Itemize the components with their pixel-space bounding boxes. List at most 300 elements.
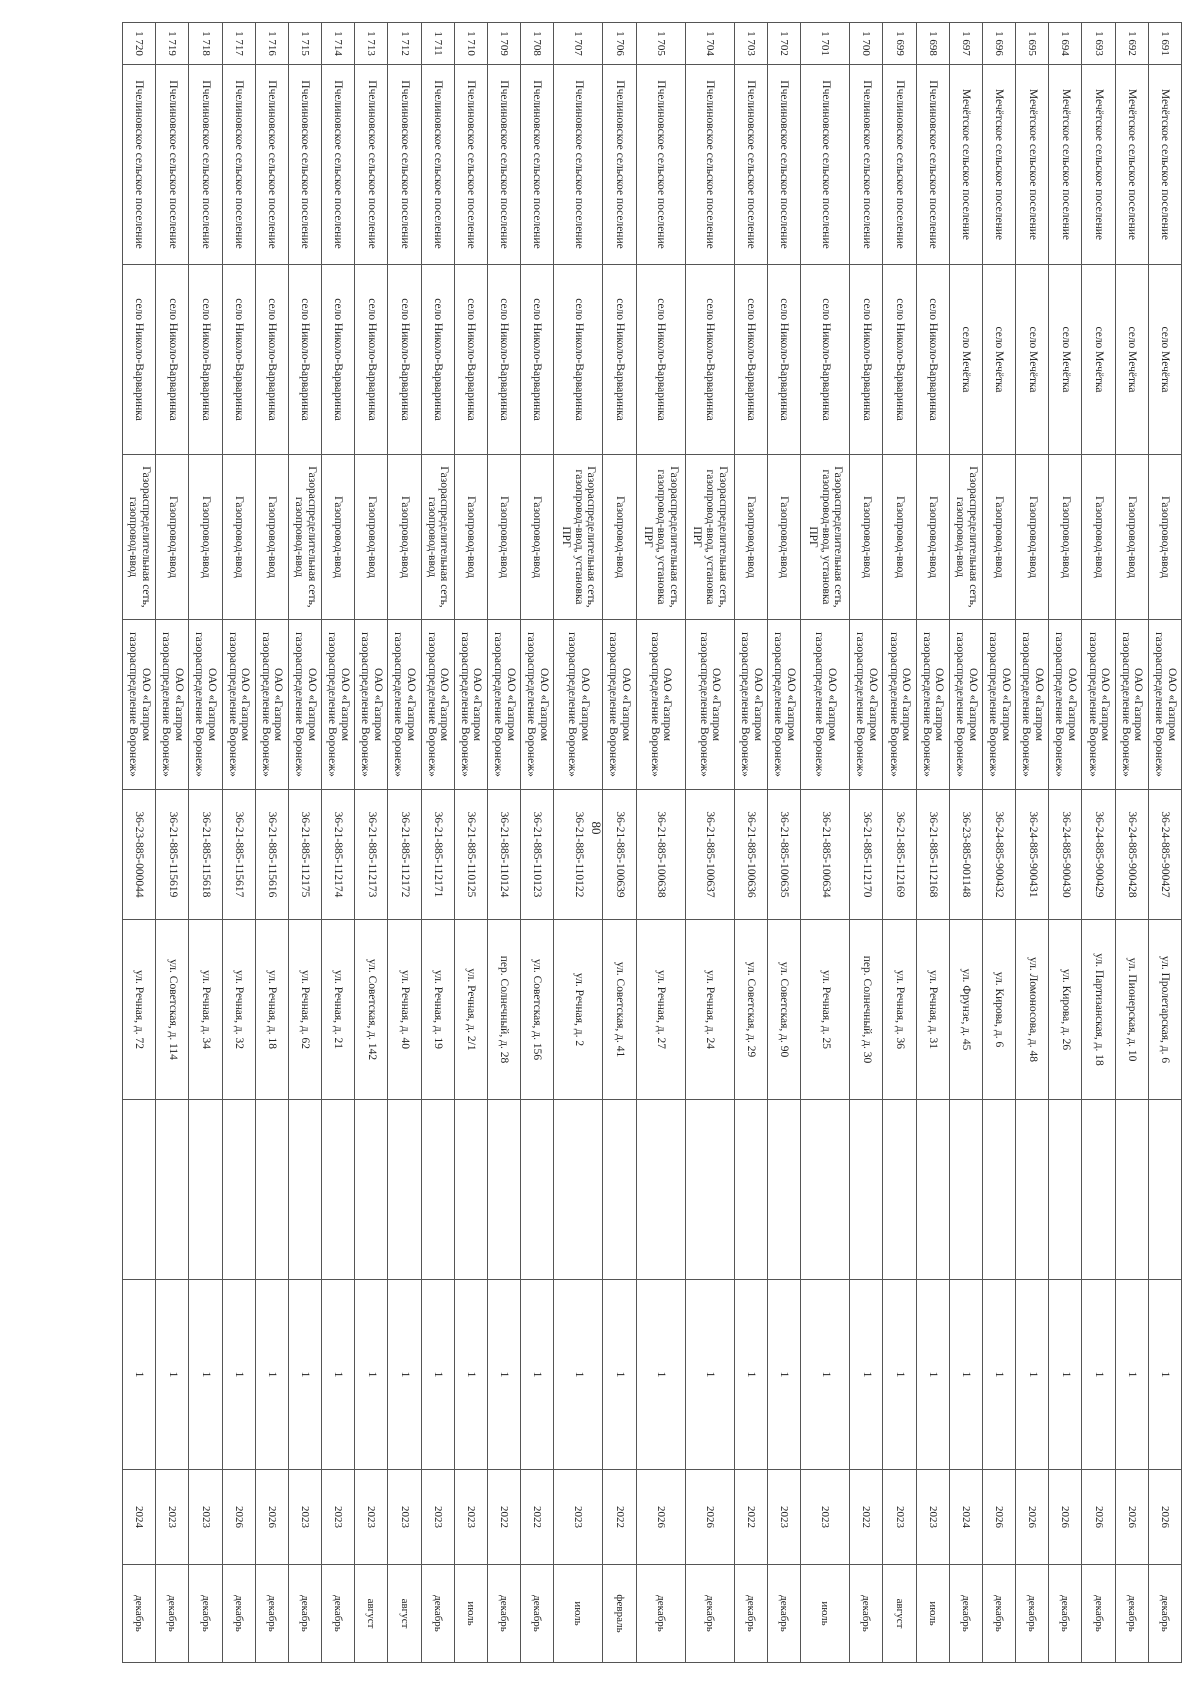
quantity-cell: 1: [850, 1280, 883, 1470]
object-type-cell: Газопровод-ввод: [156, 455, 189, 620]
address-cell: ул. Партизанская, д. 18: [1082, 920, 1115, 1100]
object-type-cell: Газопровод-ввод: [189, 455, 222, 620]
locality-cell: село Николо-Варваринка: [222, 265, 255, 455]
quantity-cell: 1: [1082, 1280, 1115, 1470]
row-number-cell: 1 706: [603, 23, 636, 65]
object-code-cell: 36-21-885-112175: [288, 790, 321, 920]
locality-cell: село Николо-Варваринка: [916, 265, 949, 455]
month-cell: декабрь: [421, 1565, 454, 1663]
object-code-cell: 36-21-885-115617: [222, 790, 255, 920]
month-cell: декабрь: [1082, 1565, 1115, 1663]
month-cell: декабрь: [636, 1565, 685, 1663]
row-number-cell: 1 702: [767, 23, 800, 65]
quantity-cell: 1: [767, 1280, 800, 1470]
settlement-cell: Пчелиновское сельское поселение: [521, 65, 554, 265]
year-cell: 2023: [388, 1470, 421, 1565]
month-cell: декабрь: [123, 1565, 156, 1663]
quantity-cell: 1: [916, 1280, 949, 1470]
address-cell: ул. Ломоносова, д. 48: [1016, 920, 1049, 1100]
empty-cell: [255, 1100, 288, 1280]
table-row: [1115, 23, 1148, 1663]
owner-cell: ОАО «Газпром газораспределение Воронеж»: [982, 620, 1015, 790]
month-cell: декабрь: [255, 1565, 288, 1663]
table-row: [734, 23, 767, 1663]
address-cell: ул. Пролетарская, д. 6: [1148, 920, 1181, 1100]
address-cell: ул. Фрунзе, д. 45: [949, 920, 982, 1100]
quantity-cell: 1: [982, 1280, 1015, 1470]
settlement-cell: Пчелиновское сельское поселение: [156, 65, 189, 265]
empty-cell: [916, 1100, 949, 1280]
month-cell: декабрь: [288, 1565, 321, 1663]
settlement-cell: Пчелиновское сельское поселение: [189, 65, 222, 265]
object-code-cell: 36-21-885-112173: [355, 790, 388, 920]
empty-cell: [1082, 1100, 1115, 1280]
settlement-cell: Пчелиновское сельское поселение: [288, 65, 321, 265]
settlement-cell: Пчелиновское сельское поселение: [685, 65, 734, 265]
owner-cell: ОАО «Газпром газораспределение Воронеж»: [603, 620, 636, 790]
address-cell: ул. Речная, д. 34: [189, 920, 222, 1100]
owner-cell: ОАО «Газпром газораспределение Воронеж»: [850, 620, 883, 790]
object-type-cell: Газораспределительная сеть, газопровод-ввод: [288, 455, 321, 620]
locality-cell: село Николо-Варваринка: [288, 265, 321, 455]
owner-cell: ОАО «Газпром газораспределение Воронеж»: [487, 620, 520, 790]
object-code-cell: 36-21-885-112171: [421, 790, 454, 920]
month-cell: июль: [916, 1565, 949, 1663]
month-cell: декабрь: [487, 1565, 520, 1663]
object-code-cell: 36-23-885-000044: [123, 790, 156, 920]
settlement-cell: Пчелиновское сельское поселение: [850, 65, 883, 265]
object-type-cell: Газораспределительная сеть, газопровод-ввод: [949, 455, 982, 620]
year-cell: 2026: [1148, 1470, 1181, 1565]
month-cell: декабрь: [1148, 1565, 1181, 1663]
table-row: [123, 23, 156, 1663]
month-cell: июль: [801, 1565, 850, 1663]
quantity-cell: 1: [288, 1280, 321, 1470]
table-row: [949, 23, 982, 1663]
empty-cell: [123, 1100, 156, 1280]
empty-cell: [801, 1100, 850, 1280]
empty-cell: [734, 1100, 767, 1280]
row-number-cell: 1 703: [734, 23, 767, 65]
locality-cell: село Николо-Варваринка: [603, 265, 636, 455]
quantity-cell: 1: [1016, 1280, 1049, 1470]
year-cell: 2024: [123, 1470, 156, 1565]
row-number-cell: 1 699: [883, 23, 916, 65]
locality-cell: село Мечётка: [982, 265, 1015, 455]
table-row: [421, 23, 454, 1663]
year-cell: 2022: [521, 1470, 554, 1565]
row-number-cell: 1 716: [255, 23, 288, 65]
address-cell: ул. Советская, д. 156: [521, 920, 554, 1100]
year-cell: 2026: [222, 1470, 255, 1565]
empty-cell: [636, 1100, 685, 1280]
table-row: [322, 23, 355, 1663]
object-code-cell: 36-21-885-110125: [454, 790, 487, 920]
object-code-cell: 36-21-885-112170: [850, 790, 883, 920]
empty-cell: [521, 1100, 554, 1280]
object-code-cell: 36-21-885-112174: [322, 790, 355, 920]
table-row: [603, 23, 636, 1663]
row-number-cell: 1 719: [156, 23, 189, 65]
object-code-cell: 36-21-885-110123: [521, 790, 554, 920]
row-number-cell: 1 715: [288, 23, 321, 65]
year-cell: 2026: [255, 1470, 288, 1565]
address-cell: ул. Речная, д. 72: [123, 920, 156, 1100]
table-row: [916, 23, 949, 1663]
empty-cell: [487, 1100, 520, 1280]
settlement-cell: Пчелиновское сельское поселение: [734, 65, 767, 265]
empty-cell: [685, 1100, 734, 1280]
locality-cell: село Николо-Варваринка: [554, 265, 603, 455]
object-type-cell: Газопровод-ввод: [521, 455, 554, 620]
address-cell: ул. Пионерская, д. 10: [1115, 920, 1148, 1100]
owner-cell: ОАО «Газпром газораспределение Воронеж»: [767, 620, 800, 790]
empty-cell: [850, 1100, 883, 1280]
owner-cell: ОАО «Газпром газораспределение Воронеж»: [734, 620, 767, 790]
month-cell: декабрь: [685, 1565, 734, 1663]
empty-cell: [949, 1100, 982, 1280]
quantity-cell: 1: [355, 1280, 388, 1470]
row-number-cell: 1 692: [1115, 23, 1148, 65]
quantity-cell: 1: [487, 1280, 520, 1470]
object-type-cell: Газопровод-ввод: [982, 455, 1015, 620]
object-type-cell: Газораспределительная сеть, газопровод-ввод, установка ПРГ: [685, 455, 734, 620]
table-row: [521, 23, 554, 1663]
object-type-cell: Газопровод-ввод: [767, 455, 800, 620]
year-cell: 2026: [636, 1470, 685, 1565]
object-type-cell: Газораспределительная сеть, газопровод-ввод: [421, 455, 454, 620]
locality-cell: село Николо-Варваринка: [421, 265, 454, 455]
quantity-cell: 1: [1115, 1280, 1148, 1470]
row-number-cell: 1 691: [1148, 23, 1181, 65]
quantity-cell: 1: [801, 1280, 850, 1470]
settlement-cell: Пчелиновское сельское поселение: [767, 65, 800, 265]
year-cell: 2023: [288, 1470, 321, 1565]
year-cell: 2023: [554, 1470, 603, 1565]
year-cell: 2023: [355, 1470, 388, 1565]
locality-cell: село Николо-Варваринка: [850, 265, 883, 455]
object-type-cell: Газораспределительная сеть, газопровод-ввод: [123, 455, 156, 620]
locality-cell: село Николо-Варваринка: [388, 265, 421, 455]
empty-cell: [322, 1100, 355, 1280]
owner-cell: ОАО «Газпром газораспределение Воронеж»: [454, 620, 487, 790]
month-cell: декабрь: [156, 1565, 189, 1663]
year-cell: 2026: [1049, 1470, 1082, 1565]
object-type-cell: Газопровод-ввод: [454, 455, 487, 620]
object-type-cell: Газопровод-ввод: [916, 455, 949, 620]
row-number-cell: 1 714: [322, 23, 355, 65]
object-code-cell: 36-24-885-900429: [1082, 790, 1115, 920]
owner-cell: ОАО «Газпром газораспределение Воронеж»: [421, 620, 454, 790]
empty-cell: [1016, 1100, 1049, 1280]
quantity-cell: 1: [554, 1280, 603, 1470]
table-row: [156, 23, 189, 1663]
settlement-cell: Пчелиновское сельское поселение: [322, 65, 355, 265]
locality-cell: село Николо-Варваринка: [521, 265, 554, 455]
object-type-cell: Газопровод-ввод: [734, 455, 767, 620]
address-cell: ул. Речная, д. 21: [322, 920, 355, 1100]
row-number-cell: 1 711: [421, 23, 454, 65]
object-code-cell: 36-23-885-001148: [949, 790, 982, 920]
month-cell: декабрь: [949, 1565, 982, 1663]
object-type-cell: Газопровод-ввод: [222, 455, 255, 620]
locality-cell: село Николо-Варваринка: [156, 265, 189, 455]
object-code-cell: 36-24-885-900431: [1016, 790, 1049, 920]
quantity-cell: 1: [421, 1280, 454, 1470]
quantity-cell: 1: [156, 1280, 189, 1470]
year-cell: 2022: [850, 1470, 883, 1565]
table-row: [982, 23, 1015, 1663]
year-cell: 2023: [454, 1470, 487, 1565]
object-type-cell: Газопровод-ввод: [255, 455, 288, 620]
empty-cell: [767, 1100, 800, 1280]
year-cell: 2026: [685, 1470, 734, 1565]
settlement-cell: Пчелиновское сельское поселение: [222, 65, 255, 265]
empty-cell: [355, 1100, 388, 1280]
month-cell: февраль: [603, 1565, 636, 1663]
settlement-cell: Пчелиновское сельское поселение: [421, 65, 454, 265]
empty-cell: [554, 1100, 603, 1280]
address-cell: ул. Советская, д. 142: [355, 920, 388, 1100]
locality-cell: село Николо-Варваринка: [801, 265, 850, 455]
row-number-cell: 1 720: [123, 23, 156, 65]
settlement-cell: Мечётское сельское поселение: [949, 65, 982, 265]
quantity-cell: 1: [454, 1280, 487, 1470]
table-row: [1082, 23, 1115, 1663]
address-cell: ул. Кирова, д. 6: [982, 920, 1015, 1100]
year-cell: 2023: [421, 1470, 454, 1565]
table-row: [1016, 23, 1049, 1663]
month-cell: декабрь: [222, 1565, 255, 1663]
row-number-cell: 1 712: [388, 23, 421, 65]
row-number-cell: 1 696: [982, 23, 1015, 65]
locality-cell: село Николо-Варваринка: [883, 265, 916, 455]
table-row: [850, 23, 883, 1663]
quantity-cell: 1: [521, 1280, 554, 1470]
owner-cell: ОАО «Газпром газораспределение Воронеж»: [322, 620, 355, 790]
owner-cell: ОАО «Газпром газораспределение Воронеж»: [685, 620, 734, 790]
owner-cell: ОАО «Газпром газораспределение Воронеж»: [1115, 620, 1148, 790]
table-row: [288, 23, 321, 1663]
owner-cell: ОАО «Газпром газораспределение Воронеж»: [156, 620, 189, 790]
object-code-cell: 36-24-885-900428: [1115, 790, 1148, 920]
quantity-cell: 1: [636, 1280, 685, 1470]
month-cell: декабрь: [521, 1565, 554, 1663]
address-cell: ул. Речная, д. 27: [636, 920, 685, 1100]
address-cell: ул. Речная, д. 32: [222, 920, 255, 1100]
address-cell: ул. Советская, д. 29: [734, 920, 767, 1100]
empty-cell: [454, 1100, 487, 1280]
address-cell: ул. Речная, д. 36: [883, 920, 916, 1100]
address-cell: ул. Кирова, д. 26: [1049, 920, 1082, 1100]
year-cell: 2026: [1082, 1470, 1115, 1565]
row-number-cell: 1 695: [1016, 23, 1049, 65]
settlement-cell: Мечётское сельское поселение: [982, 65, 1015, 265]
settlement-cell: Пчелиновское сельское поселение: [255, 65, 288, 265]
locality-cell: село Мечётка: [949, 265, 982, 455]
address-cell: ул. Советская, д. 90: [767, 920, 800, 1100]
month-cell: июль: [454, 1565, 487, 1663]
owner-cell: ОАО «Газпром газораспределение Воронеж»: [1082, 620, 1115, 790]
table-row: [189, 23, 222, 1663]
month-cell: декабрь: [1115, 1565, 1148, 1663]
address-cell: ул. Речная, д. 19: [421, 920, 454, 1100]
object-type-cell: Газопровод-ввод: [1049, 455, 1082, 620]
address-cell: ул. Речная, д. 24: [685, 920, 734, 1100]
row-number-cell: 1 713: [355, 23, 388, 65]
object-type-cell: Газопровод-ввод: [603, 455, 636, 620]
owner-cell: ОАО «Газпром газораспределение Воронеж»: [189, 620, 222, 790]
owner-cell: ОАО «Газпром газораспределение Воронеж»: [883, 620, 916, 790]
locality-cell: село Николо-Варваринка: [734, 265, 767, 455]
object-code-cell: 36-21-885-115619: [156, 790, 189, 920]
table-row: [355, 23, 388, 1663]
empty-cell: [156, 1100, 189, 1280]
quantity-cell: 1: [685, 1280, 734, 1470]
row-number-cell: 1 693: [1082, 23, 1115, 65]
owner-cell: ОАО «Газпром газораспределение Воронеж»: [123, 620, 156, 790]
owner-cell: ОАО «Газпром газораспределение Воронеж»: [916, 620, 949, 790]
month-cell: декабрь: [1016, 1565, 1049, 1663]
table-row: [1148, 23, 1181, 1663]
settlement-cell: Пчелиновское сельское поселение: [355, 65, 388, 265]
year-cell: 2024: [949, 1470, 982, 1565]
owner-cell: ОАО «Газпром газораспределение Воронеж»: [801, 620, 850, 790]
quantity-cell: 1: [949, 1280, 982, 1470]
row-number-cell: 1 707: [554, 23, 603, 65]
row-number-cell: 1 704: [685, 23, 734, 65]
table-row: [1049, 23, 1082, 1663]
empty-cell: [883, 1100, 916, 1280]
empty-cell: [1115, 1100, 1148, 1280]
object-code-cell: 36-21-885-110124: [487, 790, 520, 920]
row-number-cell: 1 700: [850, 23, 883, 65]
object-code-cell: 36-21-885-115616: [255, 790, 288, 920]
locality-cell: село Николо-Варваринка: [636, 265, 685, 455]
address-cell: пер. Солнечный, д. 30: [850, 920, 883, 1100]
settlement-cell: Пчелиновское сельское поселение: [123, 65, 156, 265]
table-body: [123, 23, 1182, 1663]
empty-cell: [421, 1100, 454, 1280]
locality-cell: село Мечётка: [1148, 265, 1181, 455]
year-cell: 2023: [189, 1470, 222, 1565]
settlement-cell: Пчелиновское сельское поселение: [636, 65, 685, 265]
object-type-cell: Газопровод-ввод: [850, 455, 883, 620]
month-cell: август: [388, 1565, 421, 1663]
quantity-cell: 1: [123, 1280, 156, 1470]
locality-cell: село Николо-Варваринка: [189, 265, 222, 455]
table-row: [685, 23, 734, 1663]
settlement-cell: Пчелиновское сельское поселение: [388, 65, 421, 265]
empty-cell: [982, 1100, 1015, 1280]
owner-cell: ОАО «Газпром газораспределение Воронеж»: [288, 620, 321, 790]
object-type-cell: Газопровод-ввод: [322, 455, 355, 620]
year-cell: 2023: [883, 1470, 916, 1565]
year-cell: 2022: [487, 1470, 520, 1565]
month-cell: декабрь: [734, 1565, 767, 1663]
settlement-cell: Пчелиновское сельское поселение: [883, 65, 916, 265]
row-number-cell: 1 698: [916, 23, 949, 65]
quantity-cell: 1: [388, 1280, 421, 1470]
month-cell: декабрь: [850, 1565, 883, 1663]
object-type-cell: Газопровод-ввод: [487, 455, 520, 620]
settlement-cell: Мечётское сельское поселение: [1148, 65, 1181, 265]
quantity-cell: 1: [322, 1280, 355, 1470]
table-row: [388, 23, 421, 1663]
settlement-cell: Мечётское сельское поселение: [1049, 65, 1082, 265]
settlement-cell: Пчелиновское сельское поселение: [603, 65, 636, 265]
year-cell: 2026: [982, 1470, 1015, 1565]
object-code-cell: 36-21-885-110122: [554, 790, 603, 920]
table-row: [801, 23, 850, 1663]
quantity-cell: 1: [222, 1280, 255, 1470]
quantity-cell: 1: [1148, 1280, 1181, 1470]
object-code-cell: 36-21-885-112169: [883, 790, 916, 920]
month-cell: декабрь: [1049, 1565, 1082, 1663]
quantity-cell: 1: [1049, 1280, 1082, 1470]
object-type-cell: Газопровод-ввод: [1148, 455, 1181, 620]
page-number: 80: [589, 821, 604, 835]
object-code-cell: 36-21-885-100638: [636, 790, 685, 920]
object-type-cell: Газопровод-ввод: [388, 455, 421, 620]
month-cell: август: [883, 1565, 916, 1663]
year-cell: 2023: [767, 1470, 800, 1565]
year-cell: 2026: [1115, 1470, 1148, 1565]
year-cell: 2023: [916, 1470, 949, 1565]
settlement-cell: Мечётское сельское поселение: [1082, 65, 1115, 265]
month-cell: декабрь: [189, 1565, 222, 1663]
settlement-cell: Пчелиновское сельское поселение: [554, 65, 603, 265]
table-row: [636, 23, 685, 1663]
year-cell: 2022: [603, 1470, 636, 1565]
locality-cell: село Николо-Варваринка: [255, 265, 288, 455]
owner-cell: ОАО «Газпром газораспределение Воронеж»: [521, 620, 554, 790]
quantity-cell: 1: [603, 1280, 636, 1470]
row-number-cell: 1 705: [636, 23, 685, 65]
locality-cell: село Николо-Варваринка: [322, 265, 355, 455]
empty-cell: [1049, 1100, 1082, 1280]
year-cell: 2023: [322, 1470, 355, 1565]
row-number-cell: 1 697: [949, 23, 982, 65]
owner-cell: ОАО «Газпром газораспределение Воронеж»: [1148, 620, 1181, 790]
owner-cell: ОАО «Газпром газораспределение Воронеж»: [355, 620, 388, 790]
settlement-cell: Пчелиновское сельское поселение: [801, 65, 850, 265]
object-code-cell: 36-21-885-100639: [603, 790, 636, 920]
year-cell: 2023: [801, 1470, 850, 1565]
object-code-cell: 36-24-885-900430: [1049, 790, 1082, 920]
owner-cell: ОАО «Газпром газораспределение Воронеж»: [636, 620, 685, 790]
object-type-cell: Газопровод-ввод: [1082, 455, 1115, 620]
owner-cell: ОАО «Газпром газораспределение Воронеж»: [554, 620, 603, 790]
table-row: [554, 23, 603, 1663]
gas-objects-table: [122, 22, 1182, 1663]
object-type-cell: Газораспределительная сеть, газопровод-ввод, установка ПРГ: [554, 455, 603, 620]
month-cell: декабрь: [767, 1565, 800, 1663]
settlement-cell: Мечётское сельское поселение: [1115, 65, 1148, 265]
owner-cell: ОАО «Газпром газораспределение Воронеж»: [1049, 620, 1082, 790]
object-code-cell: 36-21-885-115618: [189, 790, 222, 920]
empty-cell: [288, 1100, 321, 1280]
object-type-cell: Газораспределительная сеть, газопровод-ввод, установка ПРГ: [636, 455, 685, 620]
locality-cell: село Николо-Варваринка: [454, 265, 487, 455]
rotated-table-container: [122, 22, 1182, 1662]
object-code-cell: 36-21-885-100634: [801, 790, 850, 920]
address-cell: ул. Речная, д. 25: [801, 920, 850, 1100]
address-cell: пер. Солнечный, д. 28: [487, 920, 520, 1100]
table-row: [767, 23, 800, 1663]
month-cell: декабрь: [322, 1565, 355, 1663]
row-number-cell: 1 718: [189, 23, 222, 65]
